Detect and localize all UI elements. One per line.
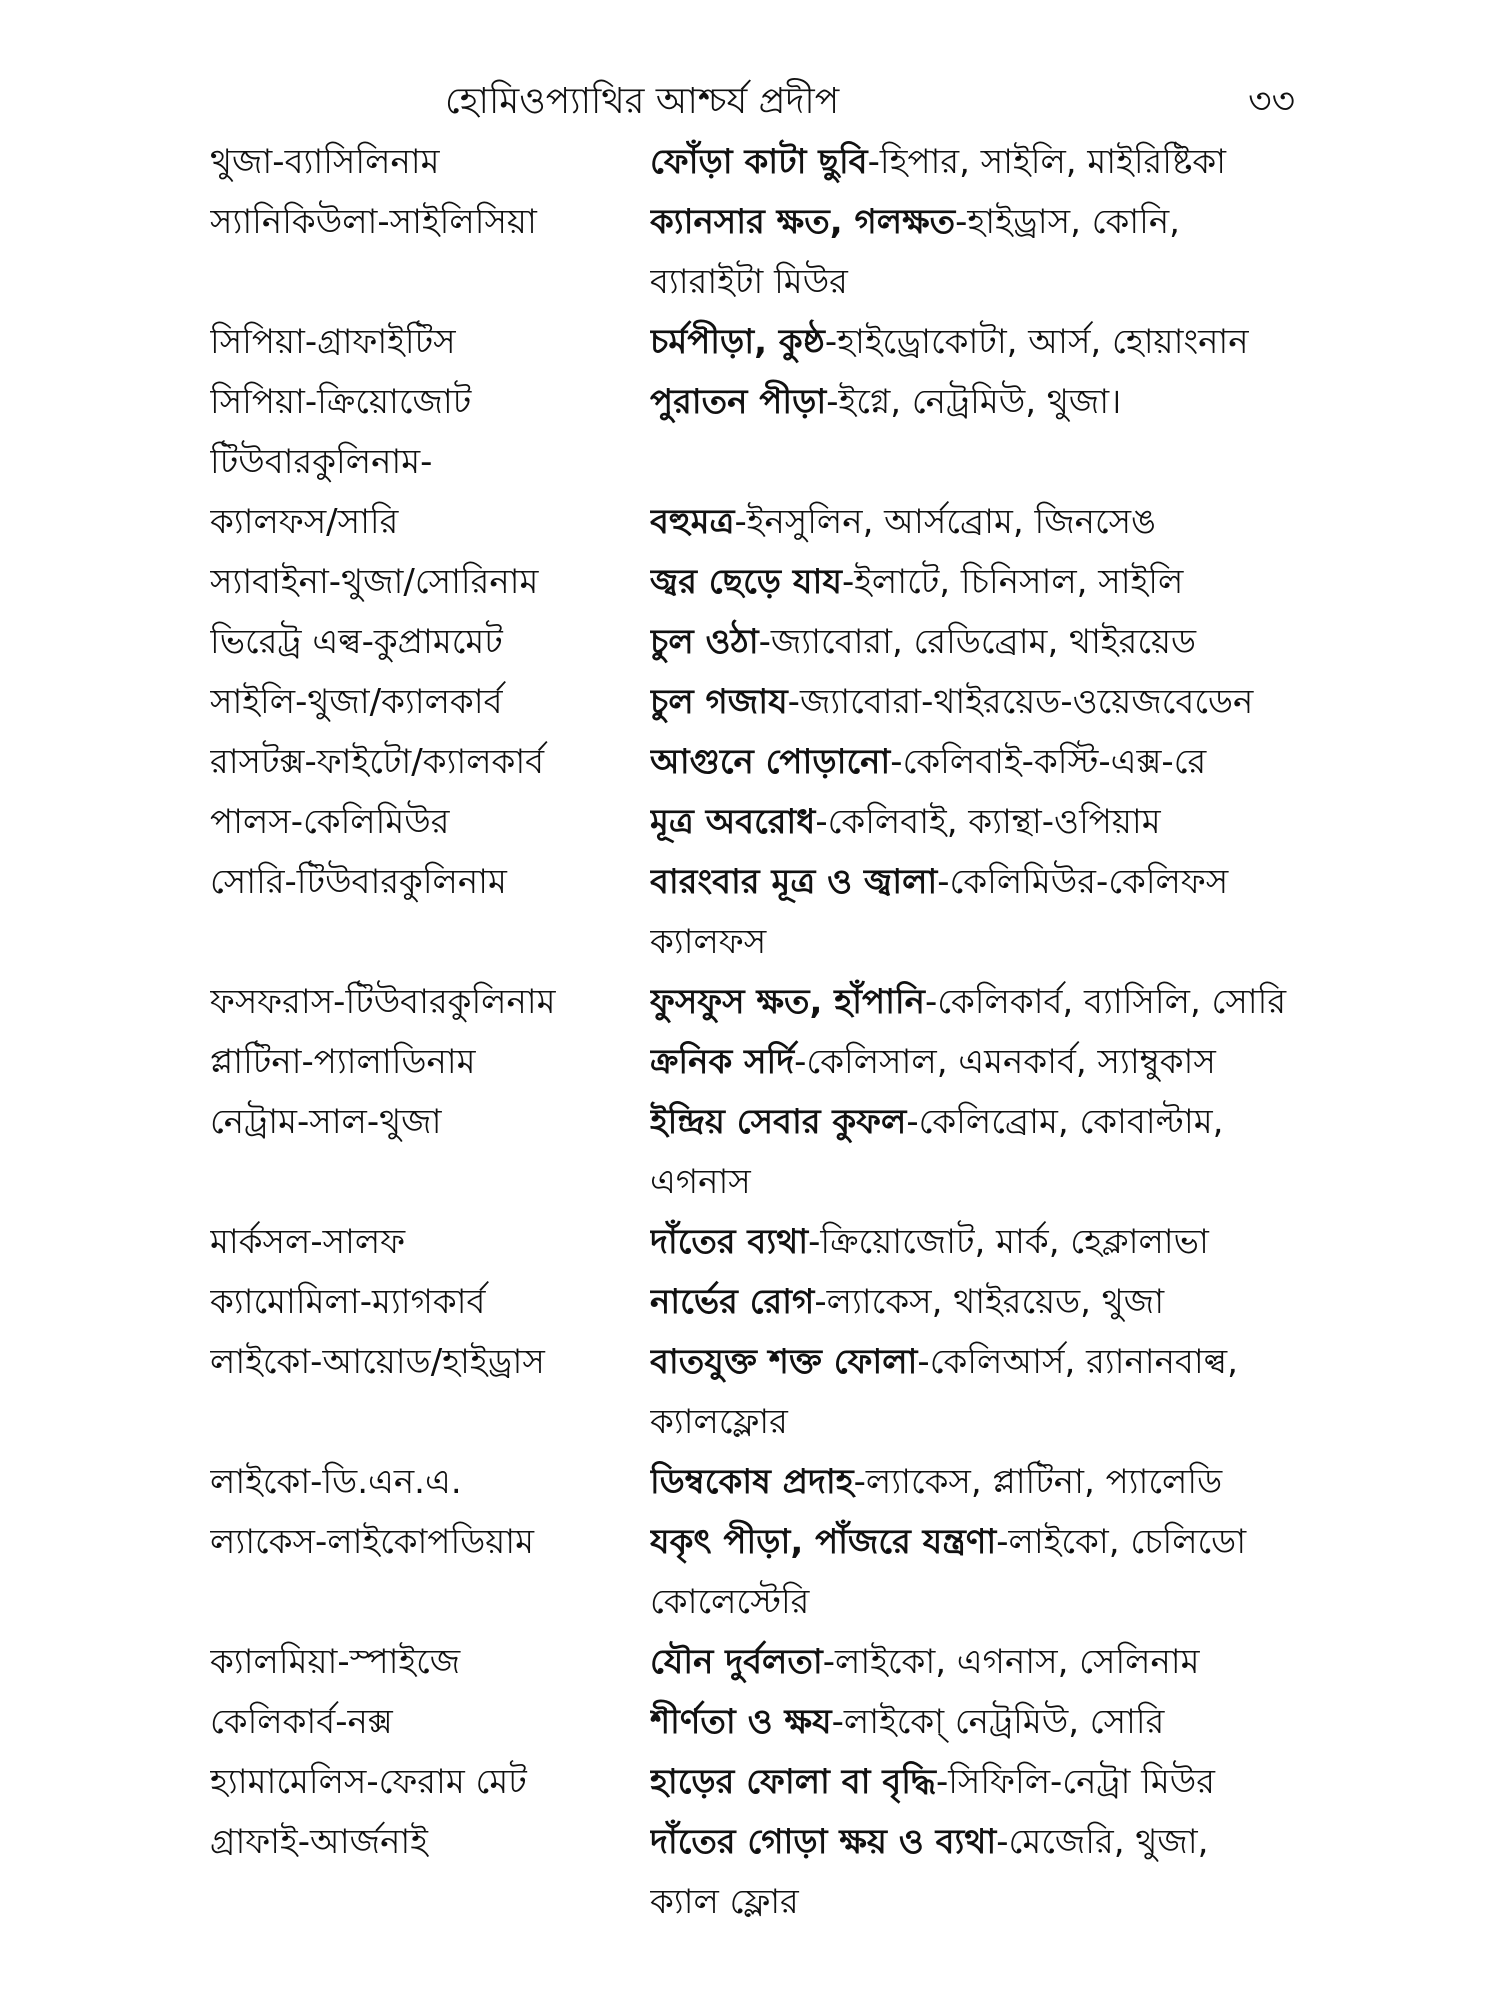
related-remedies: -হাইড্রাস, কোনি, <box>955 202 1180 242</box>
indication <box>650 1332 1295 1452</box>
indication <box>650 612 1295 672</box>
ailment-topic: নার্ভের রোগ <box>650 1282 815 1322</box>
list-item <box>210 372 1295 432</box>
list-item <box>210 732 1295 792</box>
list-item <box>210 192 1295 312</box>
related-remedies: -কেলিবাই-কস্টি-এক্স-রে <box>890 742 1207 782</box>
list-item <box>210 492 1295 552</box>
ailment-topic: দাঁতের গোড়া ক্ষয় ও ব্যথা <box>650 1822 997 1862</box>
related-remedies: -সিফিলি-নেট্রা মিউর <box>935 1762 1215 1802</box>
entry-list <box>210 132 1295 1932</box>
remedy-combination: নেট্রাম-সাল-থুজা <box>210 1102 442 1142</box>
ailment-topic: আগুনে পোড়ানো <box>650 742 891 782</box>
ailment-topic: ডিম্বকোষ প্রদাহ <box>650 1462 854 1502</box>
remedies-continuation: ব্যারাইটা মিউর <box>650 262 848 302</box>
related-remedies: -ল্যাকেস, থাইরয়েড, থুজা <box>814 1282 1165 1322</box>
indication <box>650 312 1295 372</box>
remedy-combination: রাসটক্স-ফাইটো/ক্যালকার্ব <box>210 742 545 782</box>
related-remedies: -হাইড্রোকোটা, আর্স, হোয়াংনান <box>824 322 1249 362</box>
indication <box>650 1032 1295 1092</box>
remedy-combination: ক্যামোমিলা-ম্যাগকার্ব <box>210 1282 486 1322</box>
ailment-topic: চর্মপীড়া, কুষ্ঠ <box>650 322 825 362</box>
indication-line <box>650 972 1295 1032</box>
indication-line <box>650 312 1295 372</box>
indication-line <box>650 1332 1295 1392</box>
remedy-combination: হ্যামামেলিস-ফেরাম মেট <box>210 1762 527 1802</box>
indication <box>650 732 1295 792</box>
indication <box>650 1092 1295 1212</box>
list-item <box>210 1632 1295 1692</box>
indication <box>650 1752 1295 1812</box>
ailment-topic: বারংবার মূত্র ও জ্বালা <box>650 862 938 902</box>
remedy-combination: ক্যালমিয়া-স্পাইজে <box>210 1642 461 1682</box>
indication-line <box>650 192 1295 252</box>
page-number: ৩৩ <box>1248 81 1295 122</box>
list-item <box>210 1452 1295 1512</box>
indication <box>650 432 1295 492</box>
indication <box>650 852 1295 972</box>
remedy-combination: সিপিয়া-ক্রিয়োজোট <box>210 382 472 422</box>
list-item <box>210 972 1295 1032</box>
ailment-topic: হাড়ের ফোলা বা বৃদ্ধি <box>650 1762 936 1802</box>
ailment-topic: যকৃৎ পীড়া, পাঁজরে যন্ত্রণা <box>650 1522 997 1562</box>
related-remedies: -লাইকো্‌ নেট্রমিউ, সোরি <box>831 1702 1165 1742</box>
related-remedies: -কেলিব্রোম, কোবাল্টাম, <box>906 1102 1224 1142</box>
remedy-combination: গ্রাফাই-আর্জনাই <box>210 1822 428 1862</box>
list-item <box>210 1272 1295 1332</box>
list-item <box>210 1692 1295 1752</box>
ailment-topic: বাতযুক্ত শক্ত ফোলা <box>650 1342 918 1382</box>
indication <box>650 552 1295 612</box>
indication-line <box>650 552 1295 612</box>
list-item <box>210 1092 1295 1212</box>
ailment-topic: চুল গজায <box>650 682 788 722</box>
ailment-topic: ক্রনিক সর্দি <box>650 1042 795 1082</box>
indication <box>650 1632 1295 1692</box>
ailment-topic: ক্যানসার ক্ষত, গলক্ষত <box>650 202 956 242</box>
remedy-combination: পালস-কেলিমিউর <box>210 802 450 842</box>
remedy-combination: মার্কসল-সালফ <box>210 1222 406 1262</box>
list-item <box>210 432 1295 492</box>
related-remedies: -মেজেরি, থুজা, <box>996 1822 1209 1862</box>
remedy-combination: সাইলি-থুজা/ক্যালকার্ব <box>210 682 503 722</box>
remedy-combination: সোরি-টিউবারকুলিনাম <box>210 862 507 902</box>
list-item <box>210 852 1295 972</box>
indication <box>650 672 1295 732</box>
list-item <box>210 672 1295 732</box>
indication-line <box>650 1092 1295 1152</box>
related-remedies: -কেলিআর্স, র‍্যানানবাল্ব, <box>917 1342 1238 1382</box>
indication <box>650 372 1295 432</box>
list-item <box>210 132 1295 192</box>
remedy-combination: সিপিয়া-গ্রাফাইটিস <box>210 322 456 362</box>
ailment-topic: ফুসফুস ক্ষত, হাঁপানি <box>650 982 925 1022</box>
remedy-combination: ক্যালফস/সারি <box>210 502 399 542</box>
remedy-combination: থুজা-ব্যাসিলিনাম <box>210 142 440 182</box>
indication <box>650 1812 1295 1932</box>
related-remedies: -জ্যাবোরা-থাইরয়েড-ওয়েজবেডেন <box>787 682 1254 722</box>
list-item <box>210 1032 1295 1092</box>
related-remedies: -কেলিকার্ব, ব্যাসিলি, সোরি <box>924 982 1287 1022</box>
indication-line <box>650 672 1295 732</box>
remedy-combination: লাইকো-আয়োড/হাইড্রাস <box>210 1342 545 1382</box>
ailment-topic: শীর্ণতা ও ক্ষয <box>650 1702 832 1742</box>
list-item <box>210 792 1295 852</box>
related-remedies: -কেলিবাই, ক্যান্থা-ওপিয়াম <box>815 802 1161 842</box>
ailment-topic: জ্বর ছেড়ে যায <box>650 562 842 602</box>
related-remedies: -লাইকো, চেলিডো <box>996 1522 1247 1562</box>
ailment-topic: চুল ওঠা <box>650 622 759 662</box>
indication-line <box>650 492 1295 552</box>
indication-line <box>650 1812 1295 1872</box>
remedy-combination: ল্যাকেস-লাইকোপডিয়াম <box>210 1522 535 1562</box>
related-remedies: -কেলিমিউর-কেলিফস <box>937 862 1229 902</box>
list-item <box>210 1512 1295 1632</box>
related-remedies: -কেলিসাল, এমনকার্ব, স্যাম্বুকাস <box>794 1042 1216 1082</box>
indication <box>650 132 1295 192</box>
ailment-topic: মূত্র অবরোধ <box>650 802 816 842</box>
related-remedies: -ল্যাকেস, প্লাটিনা, প্যালেডি <box>853 1462 1223 1502</box>
list-item <box>210 1332 1295 1452</box>
list-item <box>210 1752 1295 1812</box>
indication <box>650 792 1295 852</box>
indication <box>650 1212 1295 1272</box>
list-item <box>210 1812 1295 1932</box>
remedies-continuation: কোলেস্টেরি <box>650 1582 810 1622</box>
list-item <box>210 552 1295 612</box>
indication-line <box>650 1692 1295 1752</box>
indication-line <box>650 1032 1295 1092</box>
remedy-combination: প্লাটিনা-প্যালাডিনাম <box>210 1042 476 1082</box>
indication-line <box>650 1452 1295 1512</box>
ailment-topic: বহুমত্র <box>650 502 735 542</box>
list-item <box>210 312 1295 372</box>
remedy-combination: ভিরেট্র এল্ব-কুপ্রামমেট <box>210 622 503 662</box>
related-remedies: -ক্রিয়োজোট, মার্ক, হেক্লালাভা <box>808 1222 1209 1262</box>
indication <box>650 1512 1295 1632</box>
indication-line <box>650 852 1295 912</box>
remedies-continuation: এগনাস <box>650 1162 751 1202</box>
related-remedies: -জ্যাবোরা, রেডিব্রোম, থাইরয়েড <box>758 622 1197 662</box>
running-title: হোমিওপ্যাথির আশ্চর্য প্রদীপ <box>445 81 840 122</box>
indication-line <box>650 1212 1295 1272</box>
remedy-combination: স্যানিকিউলা-সাইলিসিয়া <box>210 202 537 242</box>
indication-line <box>650 732 1295 792</box>
indication-line <box>650 1752 1295 1812</box>
indication-line <box>650 132 1295 192</box>
remedy-combination: টিউবারকুলিনাম- <box>210 442 433 482</box>
remedies-continuation: ক্যালফস <box>650 922 767 962</box>
indication <box>650 492 1295 552</box>
ailment-topic: ইন্দ্রিয় সেবার কুফল <box>650 1102 907 1142</box>
related-remedies: -ইলাটে, চিনিসাল, সাইলি <box>841 562 1184 602</box>
indication-line <box>650 372 1295 432</box>
indication <box>650 1452 1295 1512</box>
indication-line <box>650 612 1295 672</box>
indication <box>650 1692 1295 1752</box>
related-remedies: -হিপার, সাইলি, মাইরিষ্টিকা <box>867 142 1226 182</box>
related-remedies: -ইনসুলিন, আর্সব্রোম, জিনসেঙ <box>734 502 1156 542</box>
indication <box>650 972 1295 1032</box>
ailment-topic: ফোঁড়া কাটা ছুবি <box>650 142 868 182</box>
ailment-topic: পুরাতন পীড়া <box>650 382 827 422</box>
list-item <box>210 1212 1295 1272</box>
remedy-combination: স্যাবাইনা-থুজা/সোরিনাম <box>210 562 539 602</box>
list-item <box>210 612 1295 672</box>
remedy-combination: লাইকো-ডি.এন.এ. <box>210 1462 462 1502</box>
ailment-topic: যৌন দুর্বলতা <box>650 1642 823 1682</box>
related-remedies: -লাইকো, এগনাস, সেলিনাম <box>822 1642 1200 1682</box>
indication-line <box>650 1512 1295 1572</box>
remedy-combination: ফসফরাস-টিউবারকুলিনাম <box>210 982 556 1022</box>
indication-line <box>650 792 1295 852</box>
remedies-continuation: ক্যালফ্লোর <box>650 1402 788 1442</box>
indication-line <box>650 1632 1295 1692</box>
indication-line <box>650 1272 1295 1332</box>
remedies-continuation: ক্যাল ফ্লোর <box>650 1882 799 1922</box>
indication <box>650 192 1295 312</box>
ailment-topic: দাঁতের ব্যথা <box>650 1222 809 1262</box>
remedy-combination: কেলিকার্ব-নক্স <box>210 1702 393 1742</box>
indication-line <box>650 432 1295 492</box>
related-remedies: -ইগ্নে, নেট্রমিউ, থুজা। <box>826 382 1122 422</box>
page-header <box>210 72 1295 132</box>
indication <box>650 1272 1295 1332</box>
